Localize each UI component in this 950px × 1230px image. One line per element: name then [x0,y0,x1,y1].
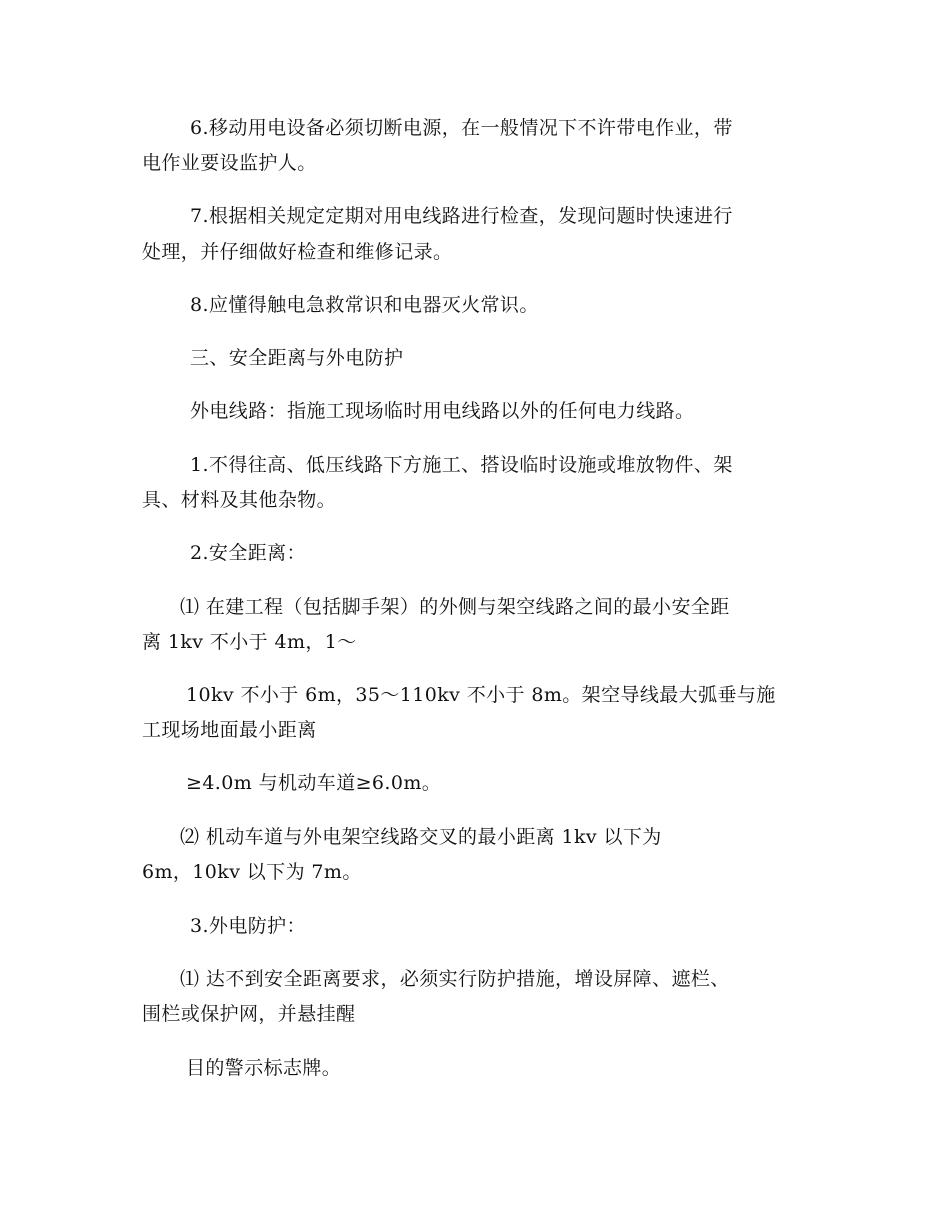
paragraph-7-line-2: 处理，并仔细做好检查和维修记录。 [142,241,453,263]
item-2-1-continued-line-2: 工现场地面最小距离 [142,719,317,741]
external-line-definition: 外电线路：指施工现场临时用电线路以外的任何电力线路。 [190,400,695,422]
item-2-1-continued-line-1: 10kv 不小于 6m，35～110kv 不小于 8m。架空导线最大弧垂与施 [186,684,776,706]
item-3-heading: 3.外电防护： [190,915,306,937]
item-2-2-line-2: 6m，10kv 以下为 7m。 [142,861,362,883]
paragraph-8-line-1: 8.应懂得触电急救常识和电器灭火常识。 [190,294,539,316]
item-2-1-line-2: 离 1kv 不小于 4m，1～ [142,631,357,653]
paragraph-6-line-2: 电作业要设监护人。 [142,152,317,174]
item-2-1-line-1: ⑴ 在建工程（包括脚手架）的外侧与架空线路之间的最小安全距 [180,596,730,618]
item-3-1-line-2: 围栏或保护网，并悬挂醒 [142,1003,356,1025]
item-1-line-1: 1.不得往高、低压线路下方施工、搭设临时设施或堆放物件、架 [190,454,733,476]
item-2-2-line-1: ⑵ 机动车道与外电架空线路交叉的最小距离 1kv 以下为 [180,826,662,848]
item-2-1-distance-line: ≥4.0m 与机动车道≥6.0m。 [186,772,442,794]
item-1-line-2: 具、材料及其他杂物。 [142,489,337,511]
item-2-heading: 2.安全距离： [190,542,306,564]
section-heading-3: 三、安全距离与外电防护 [190,347,404,369]
item-3-1-line-1: ⑴ 达不到安全距离要求，必须实行防护措施，增设屏障、遮栏、 [180,968,730,990]
item-3-1-continued: 目的警示标志牌。 [186,1057,342,1079]
paragraph-7-line-1: 7.根据相关规定定期对用电线路进行检查，发现问题时快速进行 [190,205,733,227]
paragraph-6-line-1: 6.移动用电设备必须切断电源，在一般情况下不许带电作业，带 [190,117,733,139]
